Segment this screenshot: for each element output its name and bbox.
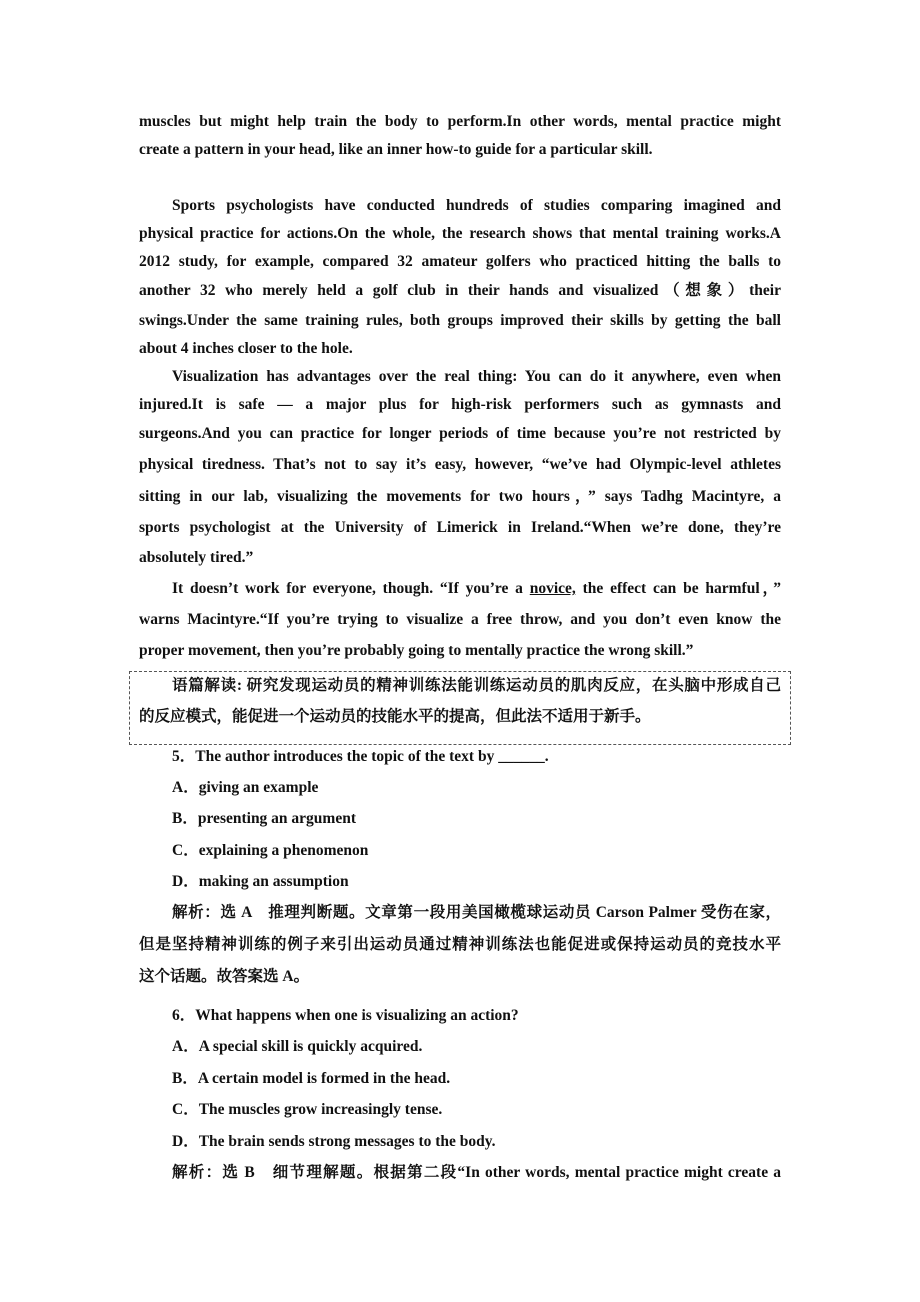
text-line: proper movement, then you’re probably going to mentally practice the wrong skill.” — [139, 642, 694, 659]
text-line: 这个话题。故答案选 A。 — [139, 968, 310, 985]
text-line: C．explaining a phenomenon — [172, 842, 369, 859]
text-segment: the effect can be harmful，” — [575, 580, 781, 597]
text-line: A．A special skill is quickly acquired. — [172, 1038, 423, 1055]
text-line: D．The brain sends strong messages to the body. — [172, 1133, 496, 1150]
text-line: muscles but might help train the body to perform.In other words, mental practice might — [139, 113, 781, 130]
text-line: 5．The author introduces the topic of the text by ______. — [172, 748, 549, 765]
text-line — [172, 579, 781, 599]
text-line: create a pattern in your head, like an inner how-to guide for a particular skill. — [139, 141, 653, 158]
text-line: swings.Under the same training rules, both groups improved their skills by getting the ball — [139, 312, 781, 329]
text-line: 6．What happens when one is visualizing an action? — [172, 1007, 519, 1024]
text-line: Visualization has advantages over the real thing: You can do it anywhere, even when — [172, 368, 781, 385]
text-line: 语篇解读: 研究发现运动员的精神训练法能训练运动员的肌肉反应，在头脑中形成自己 — [172, 677, 781, 694]
text-line: C．The muscles grow increasingly tense. — [172, 1101, 443, 1118]
text-line: A．giving an example — [172, 779, 319, 796]
text-line: 2012 study, for example, compared 32 amateur golfers who practiced hitting the balls to — [139, 253, 781, 270]
text-line: 解析：选 A 推理判断题。文章第一段用美国橄榄球运动员 Carson Palmer 受伤在家， — [172, 904, 781, 921]
text-line: absolutely tired.” — [139, 549, 254, 566]
text-line: 的反应模式，能促进一个运动员的技能水平的提高，但此法不适用于新手。 — [139, 708, 651, 725]
text-line: sports psychologist at the University of Limerick in Ireland.“When we’re done, they’re — [139, 519, 781, 536]
text-line: D．making an assumption — [172, 873, 349, 890]
text-line: about 4 inches closer to the hole. — [139, 340, 353, 357]
text-line: another 32 who merely held a golf club in their hands and visualized（想象）their — [139, 282, 781, 299]
text-line: Sports psychologists have conducted hundreds of studies comparing imagined and — [172, 197, 781, 214]
text-line: physical practice for actions.On the whole, the research shows that mental training works.A — [139, 225, 781, 242]
text-line: physical tiredness. That’s not to say it’s easy, however, “we’ve had Olympic-level athletes — [139, 456, 781, 473]
text-line: B．presenting an argument — [172, 810, 357, 827]
text-line: B．A certain model is formed in the head. — [172, 1070, 451, 1087]
text-line: surgeons.And you can practice for longer periods of time because you’re not restricted by — [139, 425, 781, 442]
text-line: 但是坚持精神训练的例子来引出运动员通过精神训练法也能促进或保持运动员的竞技水平 — [139, 936, 781, 953]
text-line: 解析：选 B 细节理解题。根据第二段“In other words, mental practice might create a — [172, 1164, 781, 1181]
text-line: warns Macintyre.“If you’re trying to visualize a free throw, and you don’t even know the — [139, 611, 781, 628]
text-segment: It doesn’t work for everyone, though. “If you’re a — [172, 580, 530, 597]
text-line: sitting in our lab, visualizing the movements for two hours，” says Tadhg Macintyre, a — [139, 488, 781, 505]
text-line: injured.It is safe — a major plus for high-risk performers such as gymnasts and — [139, 396, 781, 413]
underlined-word: novice, — [529, 580, 576, 597]
